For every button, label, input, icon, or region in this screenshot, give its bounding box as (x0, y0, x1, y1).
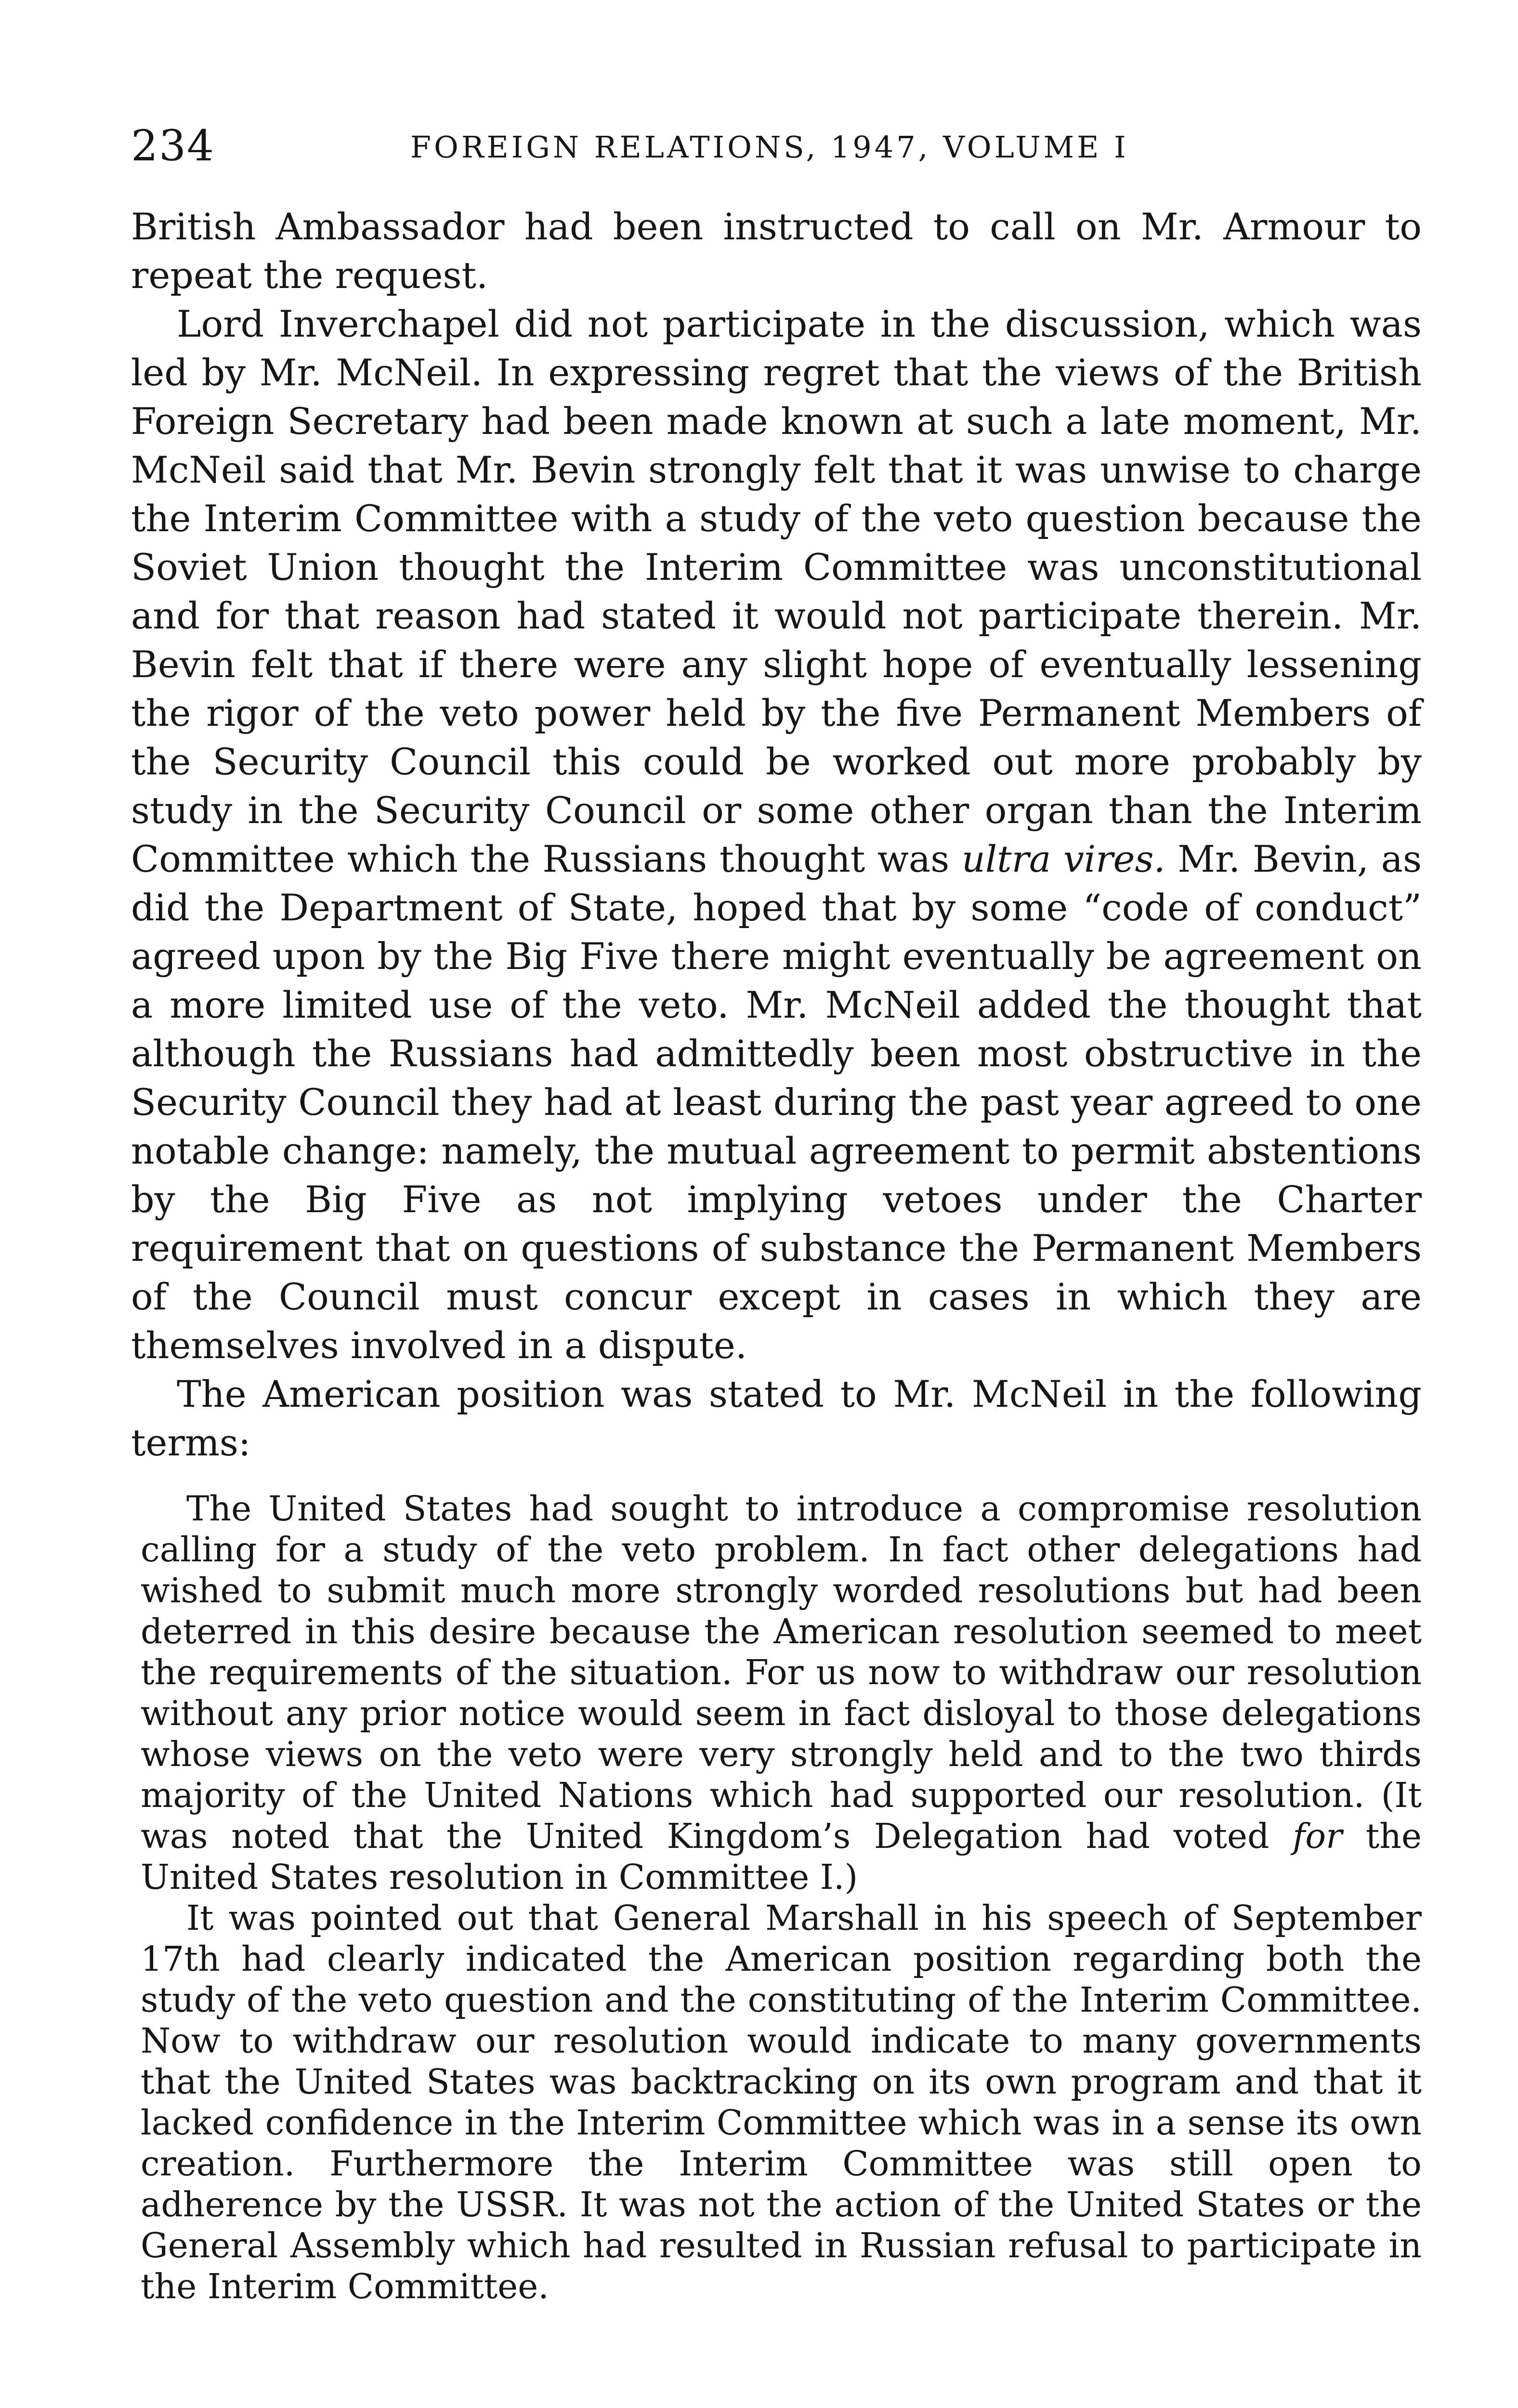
running-head: FOREIGN RELATIONS, 1947, VOLUME I (410, 130, 1129, 165)
paragraph-continuation: British Ambassador had been instructed to call on Mr. Armour to repeat the request. (131, 205, 1422, 297)
italic-phrase: ultra vires. (961, 838, 1165, 880)
paragraph-text: the United States resolution in Committee I.) (141, 1816, 1422, 1897)
extract-paragraph-marshall: It was pointed out that General Marshall in his speech of September 17th had clearly indicated the American position regarding both the study of the veto question and the constituting of the Interim Committee. Now to withdraw our resolution would indicate to many governments that the United States was backtracking on its own program and that it lacked confidence in the Interim Committee which was in a sense its own creation. Furthermore the Interim Committee was still open to adherence by the USSR. It was not the action of the United States or the General Assembly which had resulted in Russian refusal to participate in the Interim Committee. (141, 1898, 1422, 2306)
page-header (131, 119, 1422, 172)
main-text (131, 202, 1422, 1467)
paragraph-text: The United States had sought to introduce a compromise resolution calling for a study of the veto problem. In fact other delegations had wished to submit much more strongly worded resolutions but had been deterred in this desire because the American resolution seemed to meet the requirements of the situation. For us now to withdraw our resolution without any prior notice would seem in fact disloyal to those delegations whose views on the veto were very strongly held and to the two thirds majority of the United Nations which had supported our resolution. (It was noted that the United Kingdom’s Delegation had voted (141, 1489, 1422, 1856)
extract-paragraph-compromise (141, 1488, 1422, 1898)
italic-word: for (1293, 1816, 1343, 1856)
extract-block (141, 1488, 1422, 2307)
paragraph-mcneil-remarks (131, 300, 1422, 1370)
paragraph-american-position: The American position was stated to Mr. McNeil in the following terms: (131, 1373, 1422, 1464)
page-number: 234 (131, 121, 215, 170)
paragraph-text: Lord Inverchapel did not participate in the discussion, which was led by Mr. McNeil. In expressing regret that the views of the British Foreign Secretary had been made known at such a late moment, Mr. McNeil said that Mr. Bevin strongly felt that it was unwise to charge the Interim Committee with a study of the veto question because the Soviet Union thought the Interim Committee was unconstitutional and for that reason had stated it would not participate therein. Mr. Bevin felt that if there were any slight hope of eventually lessening the rigor of the veto power held by the five Permanent Members of the Security Council this could be worked out more probably by study in the Security Council or some other organ than the Interim Committee which the Russians thought was (131, 302, 1422, 880)
paragraph-text: Mr. Bevin, as did the Department of State, hoped that by some “code of conduct” agreed upon by the Big Five there might eventually be agreement on a more limited use of the veto. Mr. McNeil added the thought that although the Russians had admittedly been most obstructive in the Security Council they had at least during the past year agreed to one notable change: namely, the mutual agreement to permit abstentions by the Big Five as not implying vetoes under the Charter requirement that on questions of substance the Permanent Members of the Council must concur except in cases in which they are themselves involved in a dispute. (131, 838, 1422, 1367)
